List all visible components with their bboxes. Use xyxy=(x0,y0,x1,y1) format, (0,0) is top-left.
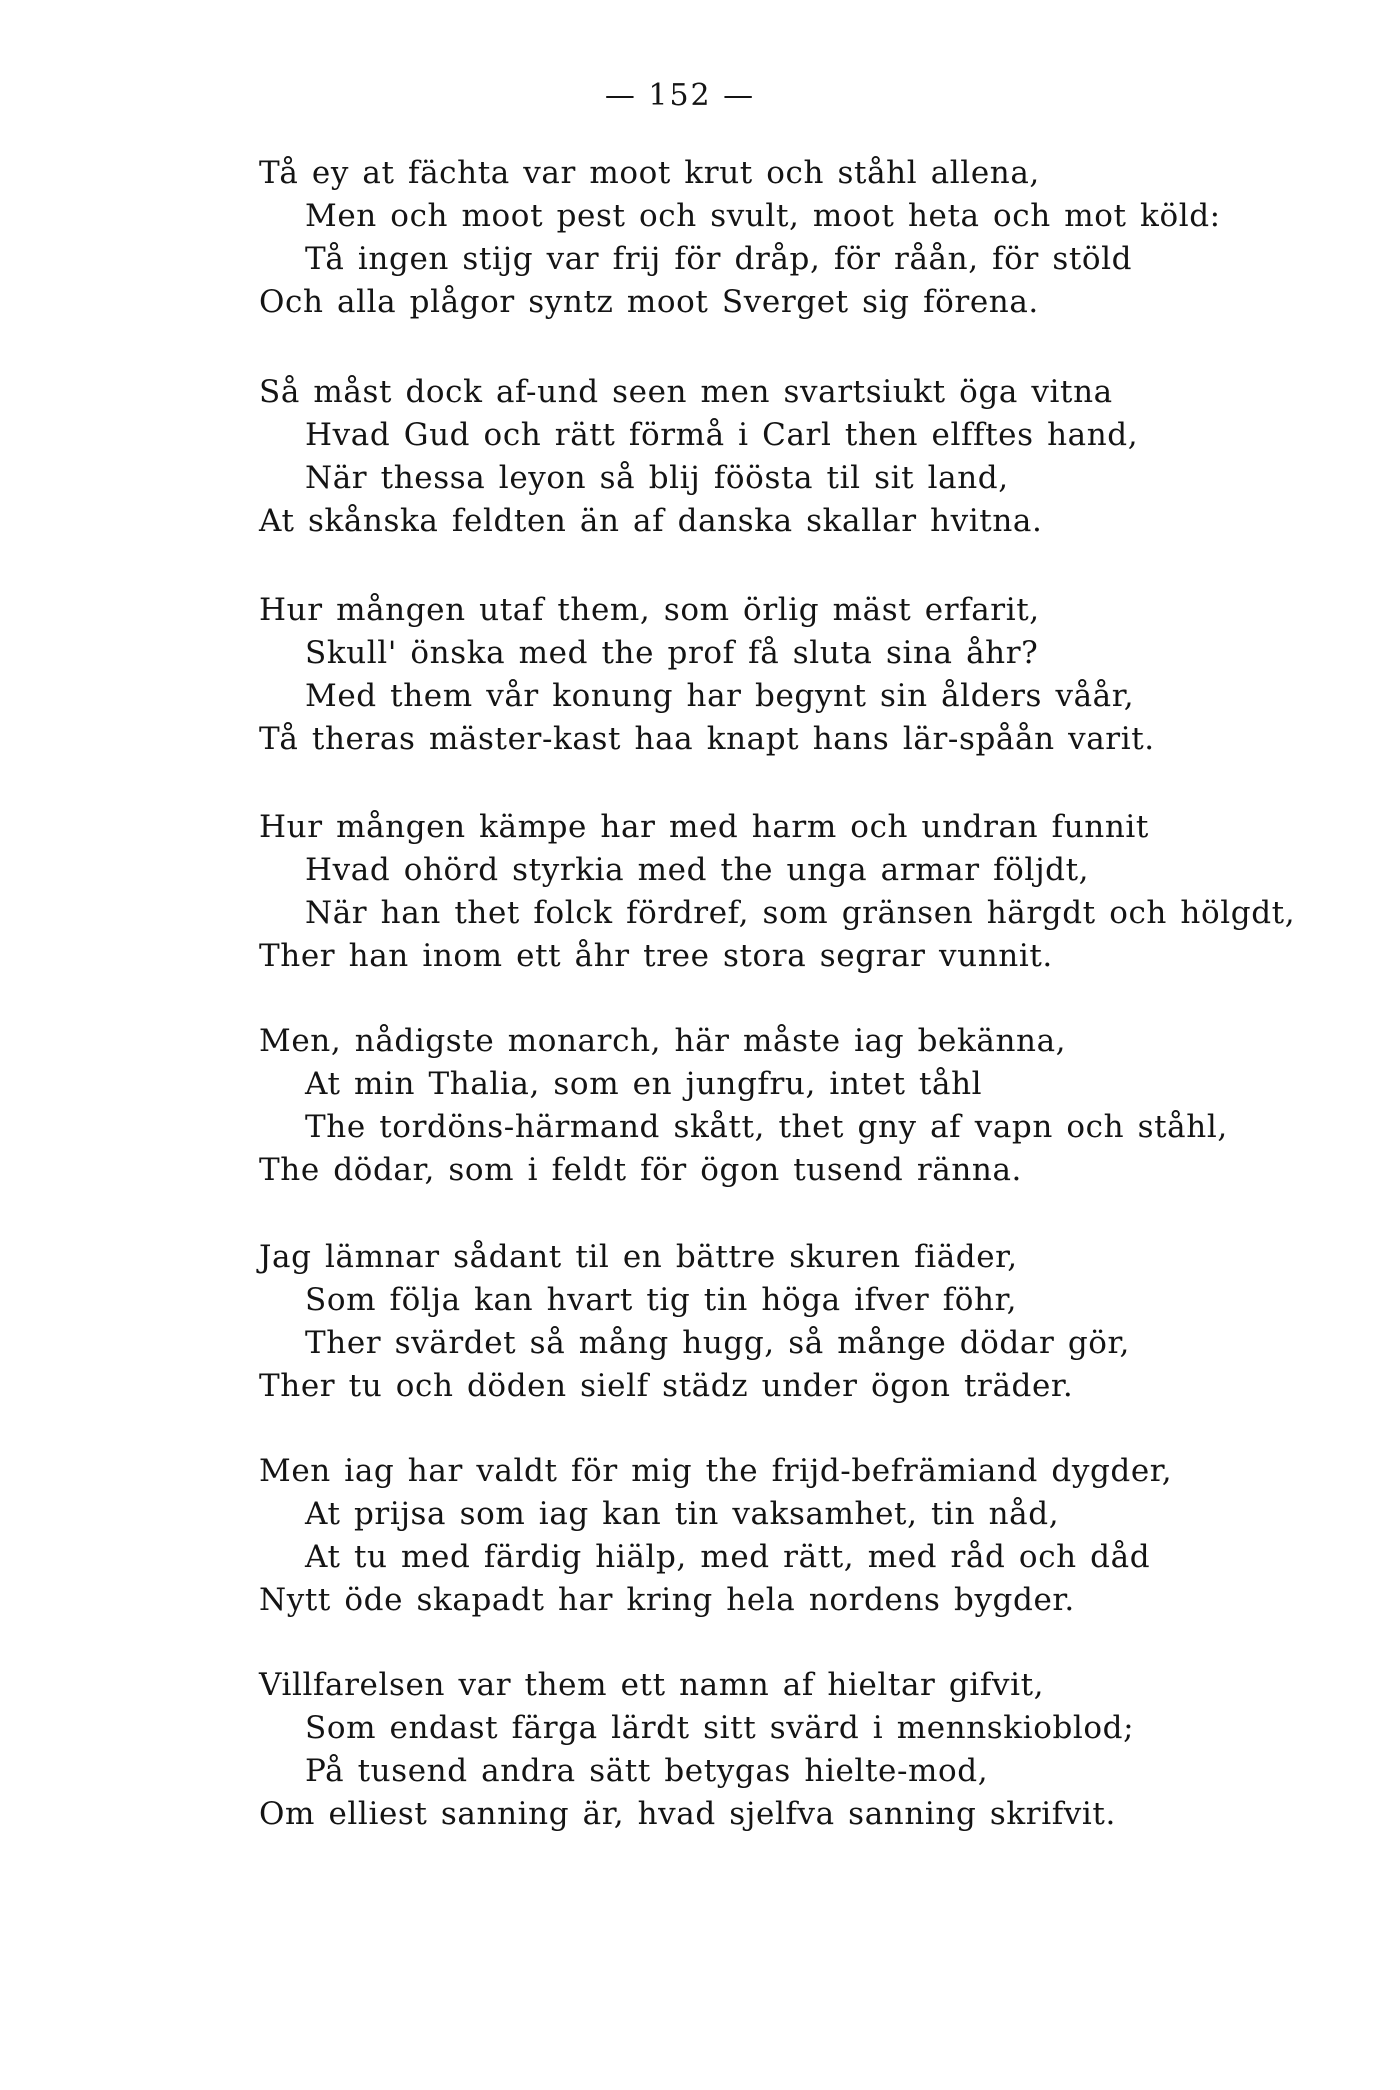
verse-line: Nytt öde skapadt har kring hela nordens bygder. xyxy=(259,1582,1075,1618)
verse-line: Som endast färga lärdt sitt svärd i mennskioblod; xyxy=(305,1710,1135,1746)
stanza-2 xyxy=(259,371,1259,543)
verse-line: The tordöns-härmand skått, thet gny af vapn och ståhl, xyxy=(305,1109,1228,1145)
verse-line: Ther han inom ett åhr tree stora segrar vunnit. xyxy=(259,938,1053,974)
verse-line: Hur mången utaf them, som örlig mäst erfarit, xyxy=(259,592,1040,628)
verse-line: Men, nådigste monarch, här måste iag bekänna, xyxy=(259,1023,1067,1059)
verse-line: The dödar, som i feldt för ögon tusend ränna. xyxy=(259,1152,1022,1188)
verse-line: Hvad ohörd styrkia med the unga armar följdt, xyxy=(305,852,1090,888)
verse-line: Som följa kan hvart tig tin höga ifver föhr, xyxy=(305,1282,1018,1318)
verse-line: På tusend andra sätt betygas hielte-mod, xyxy=(305,1753,989,1789)
page-number: — 152 — xyxy=(604,78,756,113)
verse-line: När thessa leyon så blij föösta til sit land, xyxy=(305,460,1009,496)
verse-line: Villfarelsen var them ett namn af hieltar gifvit, xyxy=(259,1667,1045,1703)
stanza-3 xyxy=(259,589,1259,761)
verse-line: At tu med färdig hiälp, med rätt, med råd och dåd xyxy=(305,1539,1151,1575)
verse-line: Med them vår konung har begynt sin ålders våår, xyxy=(305,678,1135,714)
stanza-4 xyxy=(259,806,1296,978)
stanza-5 xyxy=(259,1020,1259,1192)
verse-line: Tå ingen stijg var frij för dråp, för råån, för stöld xyxy=(305,241,1133,277)
verse-line: När han thet folck fördref, som gränsen härgdt och hölgdt, xyxy=(305,895,1296,931)
verse-line: Jag lämnar sådant til en bättre skuren fiäder, xyxy=(259,1239,1018,1275)
stanza-6 xyxy=(259,1236,1259,1408)
verse-line: Ther svärdet så mång hugg, så månge dödar gör, xyxy=(305,1325,1131,1361)
verse-line: Och alla plågor syntz moot Sverget sig förena. xyxy=(259,284,1039,320)
verse-line: Skull' önska med the prof få sluta sina åhr? xyxy=(305,635,1039,671)
verse-line: At min Thalia, som en jungfru, intet tåhl xyxy=(305,1066,983,1102)
verse-line: Tå theras mäster-kast haa knapt hans lär-spåån varit. xyxy=(259,721,1155,757)
verse-line: At skånska feldten än af danska skallar hvitna. xyxy=(259,503,1043,539)
verse-line: At prijsa som iag kan tin vaksamhet, tin nåd, xyxy=(305,1496,1060,1532)
verse-line: Om elliest sanning är, hvad sjelfva sanning skrifvit. xyxy=(259,1796,1116,1832)
verse-line: Men iag har valdt för mig the frijd-befrämiand dygder, xyxy=(259,1453,1173,1489)
verse-line: Ther tu och döden sielf städz under ögon träder. xyxy=(259,1368,1074,1404)
verse-line: Hvad Gud och rätt förmå i Carl then elfftes hand, xyxy=(305,417,1139,453)
stanza-1 xyxy=(259,152,1259,324)
verse-line: Men och moot pest och svult, moot heta och mot köld: xyxy=(305,198,1221,234)
verse-line: Hur mången kämpe har med harm och undran funnit xyxy=(259,809,1149,845)
verse-line: Tå ey at fächta var moot krut och ståhl allena, xyxy=(259,155,1040,191)
verse-line: Så måst dock af-und seen men svartsiukt öga vitna xyxy=(259,374,1113,410)
stanza-7 xyxy=(259,1450,1259,1622)
stanza-8 xyxy=(259,1664,1259,1836)
